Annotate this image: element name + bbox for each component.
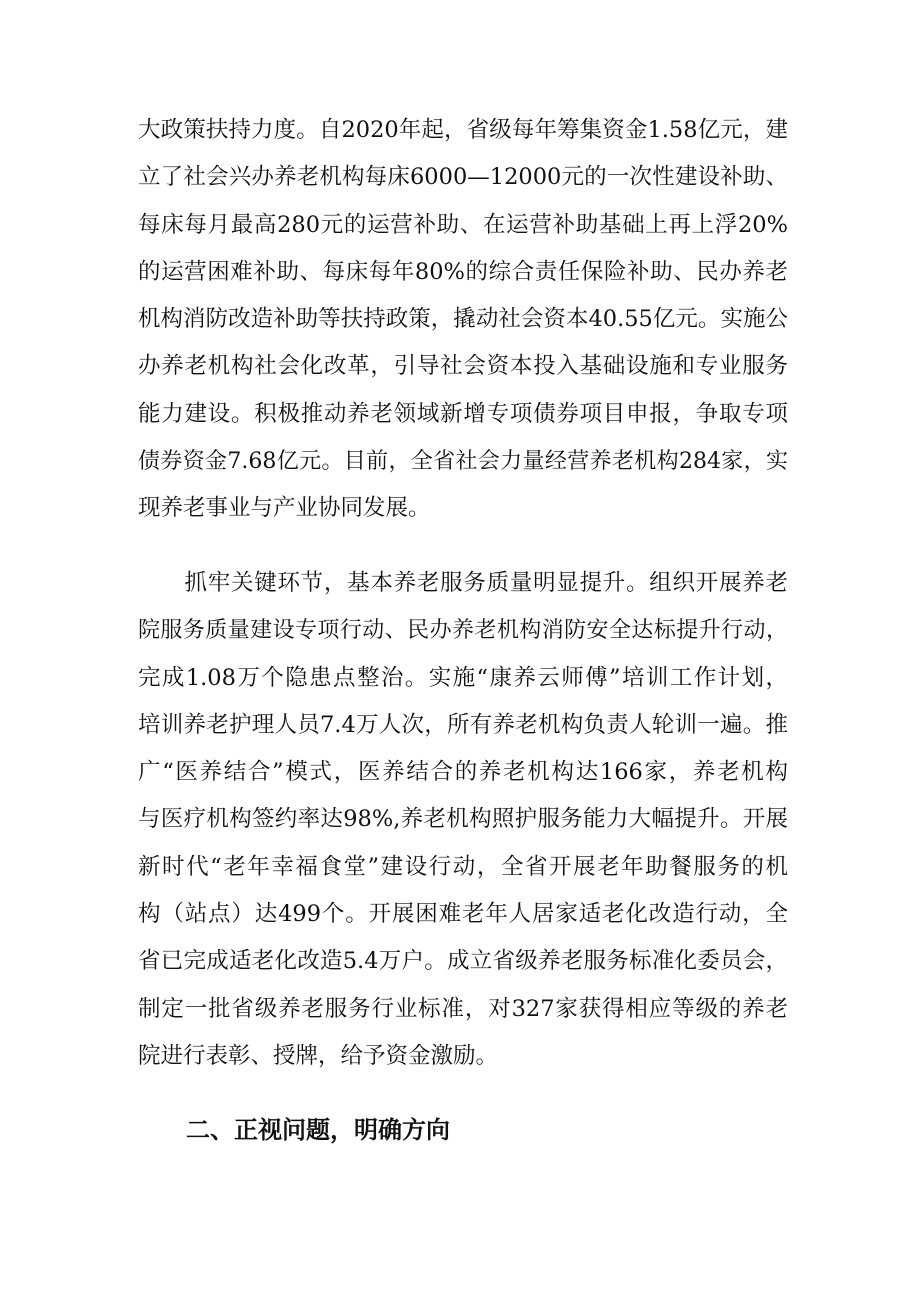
paragraph-line: 与医疗机构签约率达98%,养老机构照护服务能力大幅提升。开展: [138, 806, 788, 833]
paragraph-line: 的运营困难补助、每床每年80%的综合责任保险补助、民办养老: [138, 258, 788, 285]
paragraph-line: 院进行表彰、授牌，给予资金激励。: [138, 1042, 499, 1069]
paragraph-line: 省已完成适老化改造5.4万户。成立省级养老服务标准化委员会，: [138, 948, 788, 975]
paragraph-line: 新时代“老年幸福食堂”建设行动，全省开展老年助餐服务的机: [138, 853, 788, 880]
paragraph-2: [138, 560, 788, 1080]
paragraph-line: 债券资金7.68亿元。目前，全省社会力量经营养老机构284家，实: [138, 449, 788, 475]
paragraph-line: 完成1.08万个隐患点整治。实施“康养云师傅”培训工作计划，: [138, 664, 788, 691]
paragraph-line: 立了社会兴办养老机构每床6000—12000元的一次性建设补助、: [138, 164, 788, 191]
paragraph-line: 制定一批省级养老服务行业标准，对327家获得相应等级的养老: [138, 995, 788, 1022]
paragraph-line: 机构消防改造补助等扶持政策，撬动社会资本40.55亿元。实施公: [138, 306, 788, 333]
paragraph-line: 抓牢关键环节，基本养老服务质量明显提升。组织开展养老: [138, 570, 788, 596]
paragraph-line: 构（站点）达499个。开展困难老年人居家适老化改造行动，全: [138, 901, 788, 928]
paragraph-1: [138, 107, 788, 533]
paragraph-line: 大政策扶持力度。自2020年起，省级每年筹集资金1.58亿元，建: [138, 117, 788, 143]
section-heading: 二、正视问题，明确方向: [186, 1116, 450, 1144]
paragraph-line: 广“医养结合”模式，医养结合的养老机构达166家，养老机构: [138, 759, 788, 786]
paragraph-line: 培训养老护理人员7.4万人次，所有养老机构负责人轮训一遍。推: [138, 711, 788, 738]
paragraph-line: 办养老机构社会化改革，引导社会资本投入基础设施和专业服务: [138, 353, 788, 380]
paragraph-line: 能力建设。积极推动养老领域新增专项债券项目申报，争取专项: [138, 400, 788, 427]
paragraph-line: 院服务质量建设专项行动、民办养老机构消防安全达标提升行动，: [138, 618, 788, 644]
paragraph-line: 每床每月最高280元的运营补助、在运营补助基础上再上浮20%: [138, 211, 788, 238]
paragraph-line: 现养老事业与产业协同发展。: [138, 495, 431, 522]
